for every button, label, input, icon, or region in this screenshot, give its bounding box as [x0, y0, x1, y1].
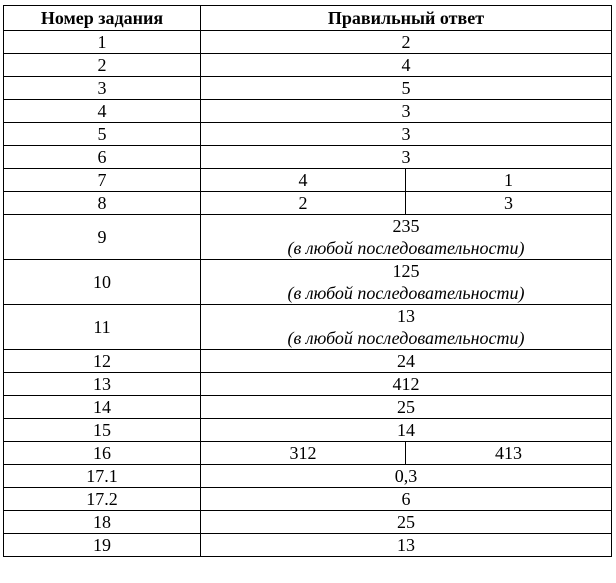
answer-cell-right: 413	[406, 442, 612, 465]
answer-cell: 25	[201, 396, 612, 419]
answer-value: 125	[392, 261, 420, 281]
answer-note: (в любой последовательности)	[287, 328, 525, 348]
answer-cell: 14	[201, 419, 612, 442]
task-number: 6	[4, 146, 201, 169]
task-number: 11	[4, 305, 201, 350]
task-number: 13	[4, 373, 201, 396]
task-number: 1	[4, 31, 201, 54]
table-row	[4, 350, 612, 373]
answer-value: 235	[392, 216, 420, 236]
task-number: 17.1	[4, 465, 201, 488]
answer-cell	[201, 260, 612, 305]
task-number: 4	[4, 100, 201, 123]
table-row	[4, 146, 612, 169]
answer-cell-left: 4	[201, 169, 406, 192]
answer-cell	[201, 215, 612, 260]
table-row	[4, 419, 612, 442]
answers-table	[3, 5, 612, 557]
answer-cell: 24	[201, 350, 612, 373]
task-number: 15	[4, 419, 201, 442]
table-row	[4, 100, 612, 123]
header-task-number: Номер задания	[4, 6, 201, 31]
table-row	[4, 77, 612, 100]
task-number: 12	[4, 350, 201, 373]
answer-cell-right: 1	[406, 169, 612, 192]
task-number: 10	[4, 260, 201, 305]
answer-cell: 3	[201, 146, 612, 169]
table-row	[4, 192, 612, 215]
answer-cell-left: 2	[201, 192, 406, 215]
task-number: 3	[4, 77, 201, 100]
answer-value: 13	[397, 306, 415, 326]
answer-cell: 3	[201, 123, 612, 146]
table-row	[4, 215, 612, 260]
task-number: 17.2	[4, 488, 201, 511]
table-row	[4, 396, 612, 419]
answer-cell: 6	[201, 488, 612, 511]
table-row	[4, 305, 612, 350]
answer-note: (в любой последовательности)	[287, 238, 525, 258]
task-number: 7	[4, 169, 201, 192]
task-number: 8	[4, 192, 201, 215]
answer-cell: 4	[201, 54, 612, 77]
answer-cell-right: 3	[406, 192, 612, 215]
answer-note: (в любой последовательности)	[287, 283, 525, 303]
task-number: 18	[4, 511, 201, 534]
table-row	[4, 534, 612, 557]
answer-cell: 13	[201, 534, 612, 557]
answer-cell: 412	[201, 373, 612, 396]
answer-cell: 2	[201, 31, 612, 54]
task-number: 2	[4, 54, 201, 77]
answer-cell: 0,3	[201, 465, 612, 488]
table-row	[4, 169, 612, 192]
table-row	[4, 54, 612, 77]
table-row	[4, 442, 612, 465]
table-row	[4, 465, 612, 488]
table-row	[4, 488, 612, 511]
table-row	[4, 373, 612, 396]
table-row	[4, 260, 612, 305]
table-row	[4, 511, 612, 534]
task-number: 5	[4, 123, 201, 146]
answer-cell	[201, 305, 612, 350]
answer-cell: 5	[201, 77, 612, 100]
task-number: 9	[4, 215, 201, 260]
table-row	[4, 31, 612, 54]
task-number: 19	[4, 534, 201, 557]
answer-cell: 25	[201, 511, 612, 534]
answer-cell-left: 312	[201, 442, 406, 465]
answer-cell: 3	[201, 100, 612, 123]
task-number: 16	[4, 442, 201, 465]
header-correct-answer: Правильный ответ	[201, 6, 612, 31]
header-row	[4, 6, 612, 31]
table-row	[4, 123, 612, 146]
task-number: 14	[4, 396, 201, 419]
